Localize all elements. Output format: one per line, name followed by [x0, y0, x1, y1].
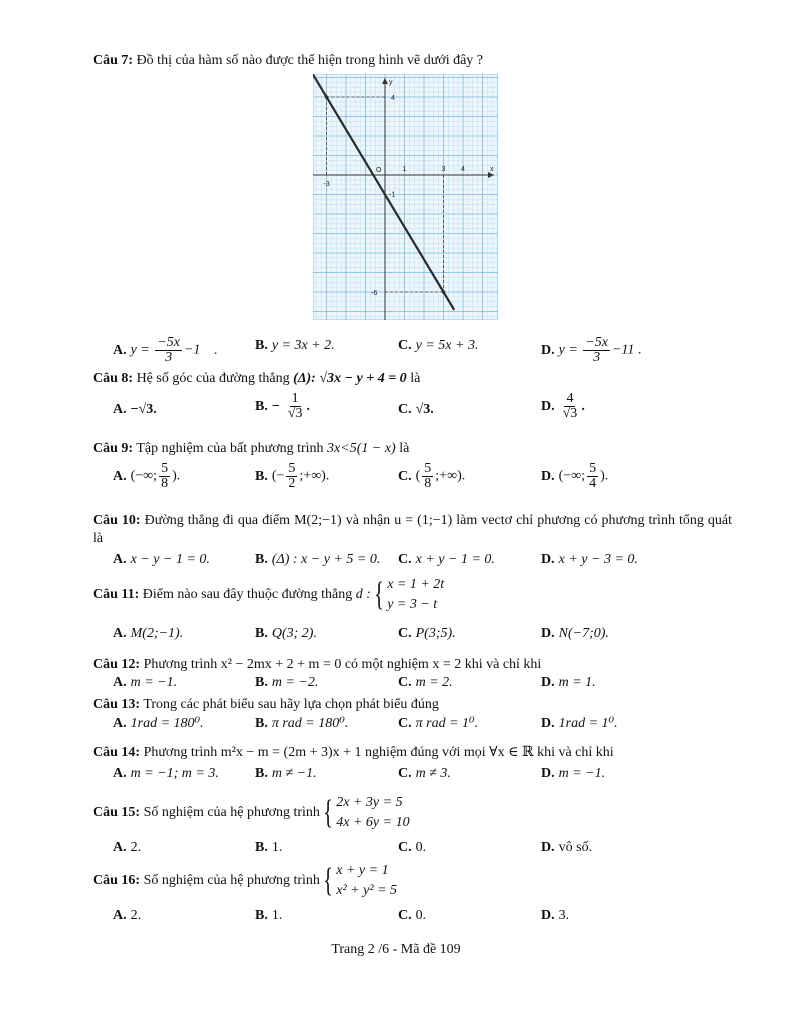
- question-15: Câu 15: Số nghiệm của hệ phương trình { 2x + 3y = 5 4x + 6y = 10: [93, 794, 410, 831]
- tick-y-neg6: -6: [371, 290, 378, 297]
- q7-option-d[interactable]: D. y = $\frac{-5x}{3}$ −11 .: [541, 335, 642, 365]
- question-12: Câu 12: Phương trình x² − 2mx + 2 + m = 0 có một nghiệm x = 2 khi và chỉ khi: [93, 657, 542, 672]
- q7-option-c[interactable]: C. y = 5x + 3.: [398, 338, 479, 353]
- q8-option-c[interactable]: C. √3.: [398, 402, 434, 417]
- q14-option-a[interactable]: A. m = −1; m = 3.: [113, 766, 219, 781]
- origin-label: O: [376, 167, 382, 174]
- q10-option-b[interactable]: B. (Δ) : x − y + 5 = 0.: [255, 552, 381, 567]
- tick-x-4: 4: [461, 166, 465, 173]
- q13-option-d[interactable]: D. 1rad = 1⁰.: [541, 716, 618, 731]
- question-9-options: [113, 462, 732, 498]
- q10-option-a[interactable]: A. x − y − 1 = 0.: [113, 552, 210, 567]
- tick-y-neg1: -1: [389, 191, 396, 199]
- q10-option-c[interactable]: C. x + y − 1 = 0.: [398, 552, 495, 567]
- q11-system: { x = 1 + 2t y = 3 − t: [374, 576, 445, 613]
- question-10-options: [113, 550, 732, 572]
- q14-option-c[interactable]: C. m ≠ 3.: [398, 766, 451, 781]
- tick-x-neg3: -3: [323, 181, 330, 188]
- q9-option-c[interactable]: C. ( $\frac{5}{8}$ ;+∞).: [398, 461, 466, 491]
- q11-option-b[interactable]: B. Q(3; 2).: [255, 626, 317, 641]
- tick-x-1: 1: [402, 166, 407, 173]
- q15-option-a[interactable]: A. 2.: [113, 840, 142, 855]
- q13-option-b[interactable]: B. π rad = 180⁰.: [255, 716, 349, 731]
- q13-option-c[interactable]: C. π rad = 1⁰.: [398, 716, 479, 731]
- q9-option-a[interactable]: A. (−∞; $\frac{5}{8}$ ).: [113, 461, 181, 491]
- q15-option-c[interactable]: C. 0.: [398, 840, 427, 855]
- question-7-options: [113, 330, 732, 364]
- q12-option-b[interactable]: B. m = −2.: [255, 675, 319, 690]
- question-13-options: [113, 714, 732, 736]
- q16-option-c[interactable]: C. 0.: [398, 908, 427, 923]
- question-7: [93, 52, 732, 70]
- q16-option-b[interactable]: B. 1.: [255, 908, 283, 923]
- question-7-text: Câu 7: Đồ thị của hàm số nào được thể hiện trong hình vẽ dưới đây ?: [93, 53, 484, 68]
- q11-option-a[interactable]: A. M(2;−1).: [113, 626, 184, 641]
- q10-option-d[interactable]: D. x + y − 3 = 0.: [541, 552, 638, 567]
- question-16-options: [113, 906, 732, 928]
- question-13: Câu 13: Trong các phát biểu sau hãy lựa chọn phát biểu đúng: [93, 697, 439, 712]
- graph-grid: [313, 74, 498, 320]
- question-12-options: [113, 673, 732, 695]
- q7-option-b[interactable]: B. y = 3x + 2.: [255, 338, 335, 353]
- question-8-options: [113, 392, 732, 428]
- q16-system: { x + y = 1 x² + y² = 5: [323, 862, 397, 899]
- question-10: Câu 10: Đường thẳng đi qua điểm M(2;−1) và nhận u = (1;−1) làm vectơ chỉ phương có phương trình tổng quát là: [93, 513, 733, 546]
- graph-background: [313, 74, 498, 320]
- q15-option-d[interactable]: D. vô số.: [541, 840, 593, 855]
- q12-option-a[interactable]: A. m = −1.: [113, 675, 178, 690]
- q11-option-c[interactable]: C. P(3;5).: [398, 626, 456, 641]
- q15-system: { 2x + 3y = 5 4x + 6y = 10: [323, 794, 410, 831]
- y-axis-label: y: [389, 79, 393, 86]
- q16-option-a[interactable]: A. 2.: [113, 908, 142, 923]
- q16-option-d[interactable]: D. 3.: [541, 908, 570, 923]
- q14-option-b[interactable]: B. m ≠ −1.: [255, 766, 317, 781]
- question-11-options: [113, 624, 732, 646]
- question-16: Câu 16: Số nghiệm của hệ phương trình { x + y = 1 x² + y² = 5: [93, 862, 397, 899]
- q11-option-d[interactable]: D. N(−7;0).: [541, 626, 609, 641]
- x-axis-label: x: [490, 166, 494, 173]
- question-14: Câu 14: Phương trình m²x − m = (2m + 3)x + 1 nghiệm đúng với mọi ∀x ∈ ℝ khi và chỉ khi: [93, 745, 614, 760]
- q7-option-a[interactable]: A. y = $\frac{-5x}{3}$ −1 .: [113, 335, 218, 365]
- question-15-options: [113, 838, 732, 860]
- question-8: Câu 8: Hệ số góc của đường thẳng (Δ): √3x − y + 4 = 0 là: [93, 371, 421, 386]
- question-11: Câu 11: Điểm nào sau đây thuộc đường thẳng d : { x = 1 + 2t y = 3 − t: [93, 576, 445, 613]
- tick-x-3: 3: [441, 166, 446, 173]
- q15-option-b[interactable]: B. 1.: [255, 840, 283, 855]
- q8-option-a[interactable]: A. −√3.: [113, 402, 157, 417]
- q9-option-d[interactable]: D. (−∞; $\frac{5}{4}$ ).: [541, 461, 609, 491]
- q12-option-d[interactable]: D. m = 1.: [541, 675, 596, 690]
- tick-y-4: 4: [391, 95, 395, 102]
- q8-option-b[interactable]: B. − $\frac{1}{√3}$ .: [255, 391, 311, 421]
- question-7-graph: [313, 74, 498, 320]
- q9-option-b[interactable]: B. (− $\frac{5}{2}$ ;+∞).: [255, 461, 330, 491]
- page-footer: Trang 2 /6 - Mã đề 109: [331, 942, 461, 957]
- question-9: Câu 9: Tập nghiệm của bất phương trình 3x<5(1 − x) là: [93, 441, 410, 456]
- question-14-options: [113, 764, 732, 786]
- q12-option-c[interactable]: C. m = 2.: [398, 675, 453, 690]
- q13-option-a[interactable]: A. 1rad = 180⁰.: [113, 716, 204, 731]
- q8-option-d[interactable]: D. $\frac{4}{√3}$ .: [541, 391, 585, 421]
- q14-option-d[interactable]: D. m = −1.: [541, 766, 606, 781]
